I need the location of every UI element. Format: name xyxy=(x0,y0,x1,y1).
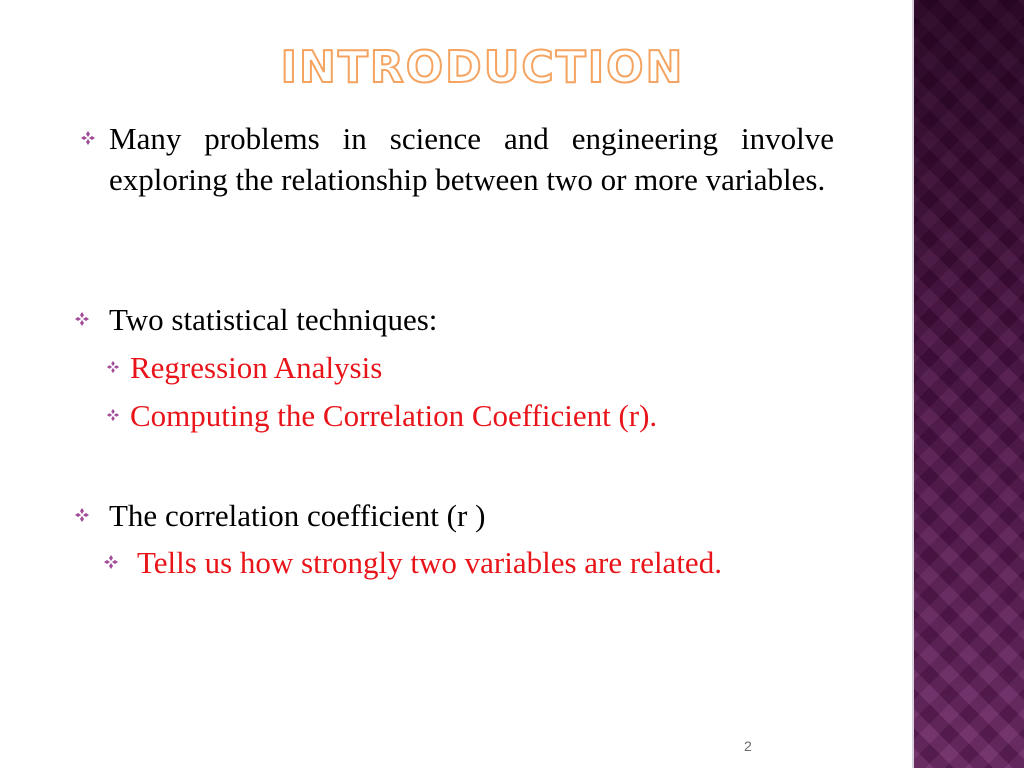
sub-bullet-tells xyxy=(103,542,834,583)
bullet-1-text: Many problems in science and engineering involve exploring the relationship between two or more variables. xyxy=(109,121,834,197)
bullet-2-text: Two statistical techniques: xyxy=(109,302,438,337)
sub-bullet-correlation-text: Computing the Correlation Coefficient (r). xyxy=(130,398,658,433)
sub-bullet-tells-text: Tells us how strongly two variables are related. xyxy=(137,545,722,580)
bullet-3-text: The correlation coefficient (r ) xyxy=(109,498,486,533)
bullet-3 xyxy=(74,495,834,536)
sub-bullet-correlation xyxy=(106,395,836,436)
bullet-2 xyxy=(74,299,834,340)
diamond-bullet-icon xyxy=(106,408,120,422)
diamond-bullet-icon xyxy=(103,554,119,570)
diamond-bullet-icon xyxy=(106,360,120,374)
side-panel-texture xyxy=(914,0,1024,768)
sub-bullet-regression xyxy=(106,347,806,388)
page-number: 2 xyxy=(744,738,752,754)
diamond-bullet-icon xyxy=(80,130,96,146)
decorative-side-panel xyxy=(912,0,1024,768)
slide-title: INTRODUCTION xyxy=(280,42,685,93)
diamond-bullet-icon xyxy=(74,507,90,523)
sub-bullet-regression-text: Regression Analysis xyxy=(130,350,383,385)
diamond-bullet-icon xyxy=(74,311,90,327)
bullet-1 xyxy=(80,118,834,200)
